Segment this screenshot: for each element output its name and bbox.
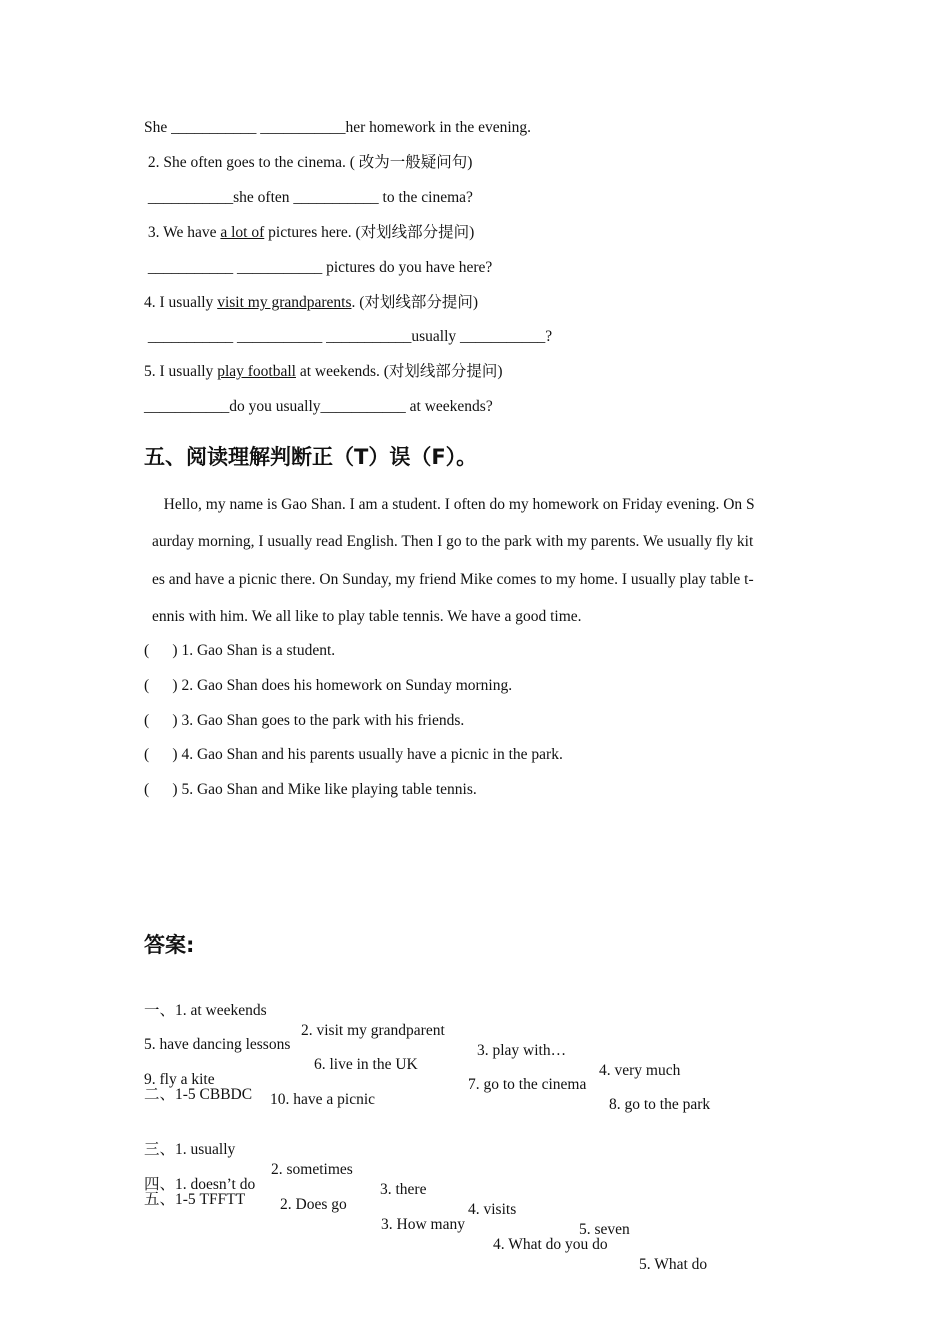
answer-item: 6. live in the UK [314,1056,418,1073]
answer-item: 7. go to the cinema [468,1076,587,1093]
q3-text [144,223,474,243]
q3-answer-line: ___________ ___________ pictures do you have here? [144,259,493,276]
tf-item: ( ) 2. Gao Shan does his homework on Sunday morning. [144,677,513,694]
q5-post: at weekends. (对划线部分提问) [295,363,503,380]
answer-item: 3. play with… [477,1042,567,1059]
q4-underlined: visit my grandparents [217,294,352,311]
answer-item: 8. go to the park [609,1096,711,1113]
answer-item: 4. visits [468,1201,517,1218]
q5-text [144,362,503,382]
answer-item: 2. Does go [280,1196,347,1213]
answer-row-4: 二、1-5 CBBDC [144,1086,253,1103]
answer-item: 3. How many [381,1216,465,1233]
q5-pre: 5. I usually [144,363,218,380]
answer-item: 四、1. doesn’t do [144,1176,256,1193]
answer-item: 3. there [380,1181,427,1198]
tf-item: ( ) 4. Gao Shan and his parents usually have a picnic in the park. [144,746,563,763]
passage-line: Hello, my name is Gao Shan. I am a student. I often do my homework on Friday evening. On S [152,496,755,513]
tf-item: ( ) 5. Gao Shan and Mike like playing table tennis. [144,781,477,798]
answer-row-7: 五、1-5 TFFTT [144,1191,246,1208]
tf-item: ( ) 3. Gao Shan goes to the park with his friends. [144,712,465,729]
answer-item: 2. visit my grandparent [301,1022,445,1039]
q2-text: 2. She often goes to the cinema. ( 改为一般疑问句) [144,154,473,171]
answer-item: 4. very much [599,1062,681,1079]
passage-line: ennis with him. We all like to play table tennis. We have a good time. [152,608,582,625]
q4-post: . (对划线部分提问) [351,294,479,311]
answer-item: 5. seven [579,1221,630,1238]
answer-item: 10. have a picnic [270,1091,376,1108]
q4-text [144,293,478,313]
answer-item: 三、1. usually [144,1141,236,1158]
q5-underlined: play football [217,363,296,380]
q4-pre: 4. I usually [144,294,218,311]
q3-post: pictures here. (对划线部分提问) [264,224,475,241]
q1-answer-line: She ___________ ___________her homework in the evening. [144,119,532,136]
answer-item: 9. fly a kite [144,1071,215,1088]
section5-title: 五、阅读理解判断正（T）误（F）。 [144,445,478,469]
tf-item: ( ) 1. Gao Shan is a student. [144,642,336,659]
answer-item: 2. sometimes [271,1161,353,1178]
answer-item: 4. What do you do [493,1236,608,1253]
passage-line: es and have a picnic there. On Sunday, my friend Mike comes to my home. I usually play table t- [152,571,754,588]
answers-title: 答案: [144,933,195,957]
answer-item: 5. have dancing lessons [144,1036,291,1053]
q3-underlined: a lot of [220,224,265,241]
q4-answer-line: ___________ ___________ ___________usually ___________? [144,328,553,345]
answer-item: 一、1. at weekends [144,1002,267,1019]
passage-line: aurday morning, I usually read English. Then I go to the park with my parents. We usually fly kit [152,533,754,550]
q5-answer-line: ___________do you usually___________ at weekends? [144,398,493,415]
q2-answer-line: ___________she often ___________ to the cinema? [144,189,473,206]
answer-item: 5. What do [639,1256,708,1273]
q3-pre: 3. We have [144,224,221,241]
